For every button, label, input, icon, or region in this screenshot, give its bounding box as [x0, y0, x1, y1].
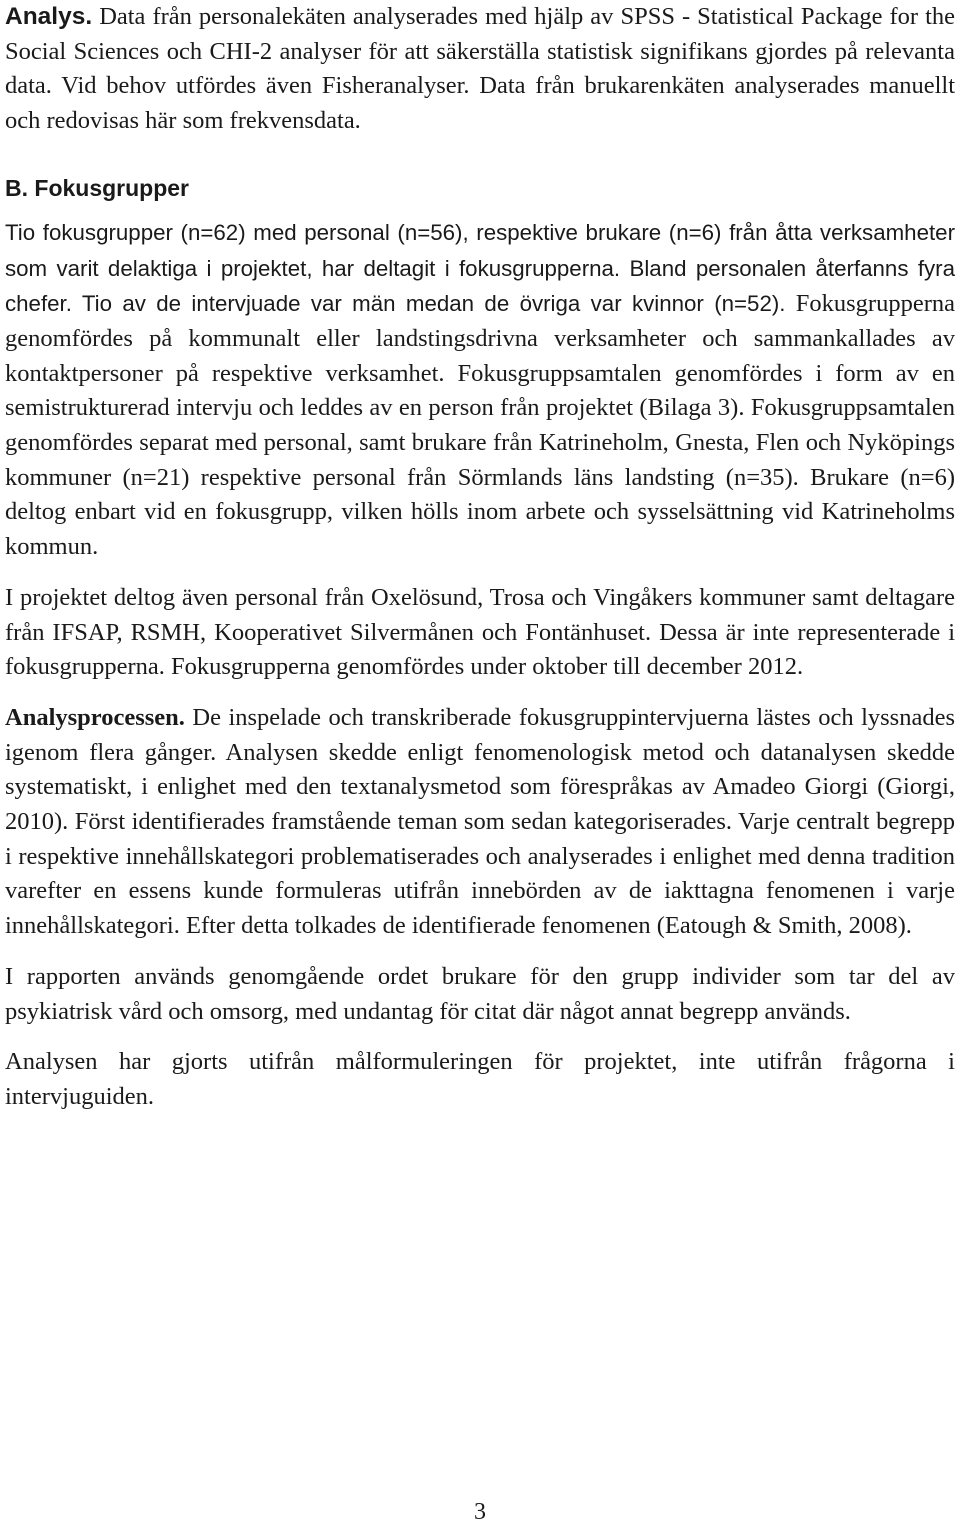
- oxelosund-paragraph: I projektet deltog även personal från Oxelösund, Trosa och Vingåkers kommuner samt deltagare från IFSAP, RSMH, Kooperativet Silvermånen och Fontänhuset. Dessa är inte representerade i fokusgrupperna. Fokusgrupperna genomfördes under oktober till december 2012.: [5, 583, 955, 681]
- page-number: 3: [474, 1499, 486, 1525]
- document-page: [5, 0, 955, 1115]
- analysen-paragraph: Analysen har gjorts utifrån målformuleringen för projektet, inte utifrån frågorna i intervjuguiden.: [5, 1048, 955, 1110]
- brukare-paragraph: I rapporten används genomgående ordet brukare för den grupp individer som tar del av psykiatrisk vård och omsorg, med undantag för citat där något annat begrepp används.: [5, 962, 955, 1025]
- analys-paragraph: [5, 0, 955, 139]
- analysprocessen-paragraph: [5, 701, 955, 944]
- section-heading-fokusgrupper: B. Fokusgrupper: [5, 174, 190, 201]
- analys-text: Data från personalekäten analyserades med hjälp av SPSS - Statistical Package for the Social Sciences och CHI-2 analyser för att säkerställa statistisk signifikans gjordes på relevanta data. Vid behov utfördes även Fisheranalyser. Data från brukarenkäten analyserades manuellt och redovisas här som frekvensdata.: [5, 3, 955, 135]
- fokusgrupper-serif-text: Fokusgrupperna genomfördes på kommunalt eller landstingsdrivna verksamheter och sammankallades av kontaktpersoner på respektive verksamhet. Fokusgruppsamtalen genomfördes i form av en semistrukturerad intervju och leddes av en person från projektet (Bilaga 3). Fokusgruppsamtalen genomfördes separat med personal, samt brukare från Katrineholm, Gnesta, Flen och Nyköpings kommuner (n=21) respektive personal från Sörmlands läns landsting (n=35). Brukare (n=6) deltog enbart vid en fokusgrupp, vilken hölls inom arbete och sysselsättning vid Katrineholms kommun.: [5, 290, 955, 561]
- analysprocessen-lead: Analysprocessen.: [5, 703, 185, 731]
- fokusgrupper-sans-text: Tio fokusgrupper (n=62) med personal (n=56), respektive brukare (n=6) från åtta verksamheter som varit delaktiga i projektet, har deltagit i fokusgrupperna. Bland personalen återfanns fyra chefer. Tio av de intervjuade var män medan de övriga var kvinnor (n=52).: [5, 219, 955, 317]
- analysprocessen-text: De inspelade och transkriberade fokusgruppintervjuerna lästes och lyssnades igenom flera gånger. Analysen skedde enligt fenomenologisk metod och datanalysen skedde systematiskt, i enlighet med den textanalysmetod som förespråkas av Amadeo Giorgi (Giorgi, 2010). Först identifierades framstående teman som sedan kategoriserades. Varje centralt begrepp i respektive innehållskategori problematiserades och analyserades i enlighet med denna tradition varefter en essens kunde formuleras utifrån innebörden av de iakttagna fenomenen i varje innehållskategori. Efter detta tolkades de identifierade fenomenen (Eatough & Smith, 2008).: [5, 703, 956, 940]
- analys-lead: Analys.: [5, 3, 93, 30]
- fokusgrupper-paragraph: [5, 215, 955, 565]
